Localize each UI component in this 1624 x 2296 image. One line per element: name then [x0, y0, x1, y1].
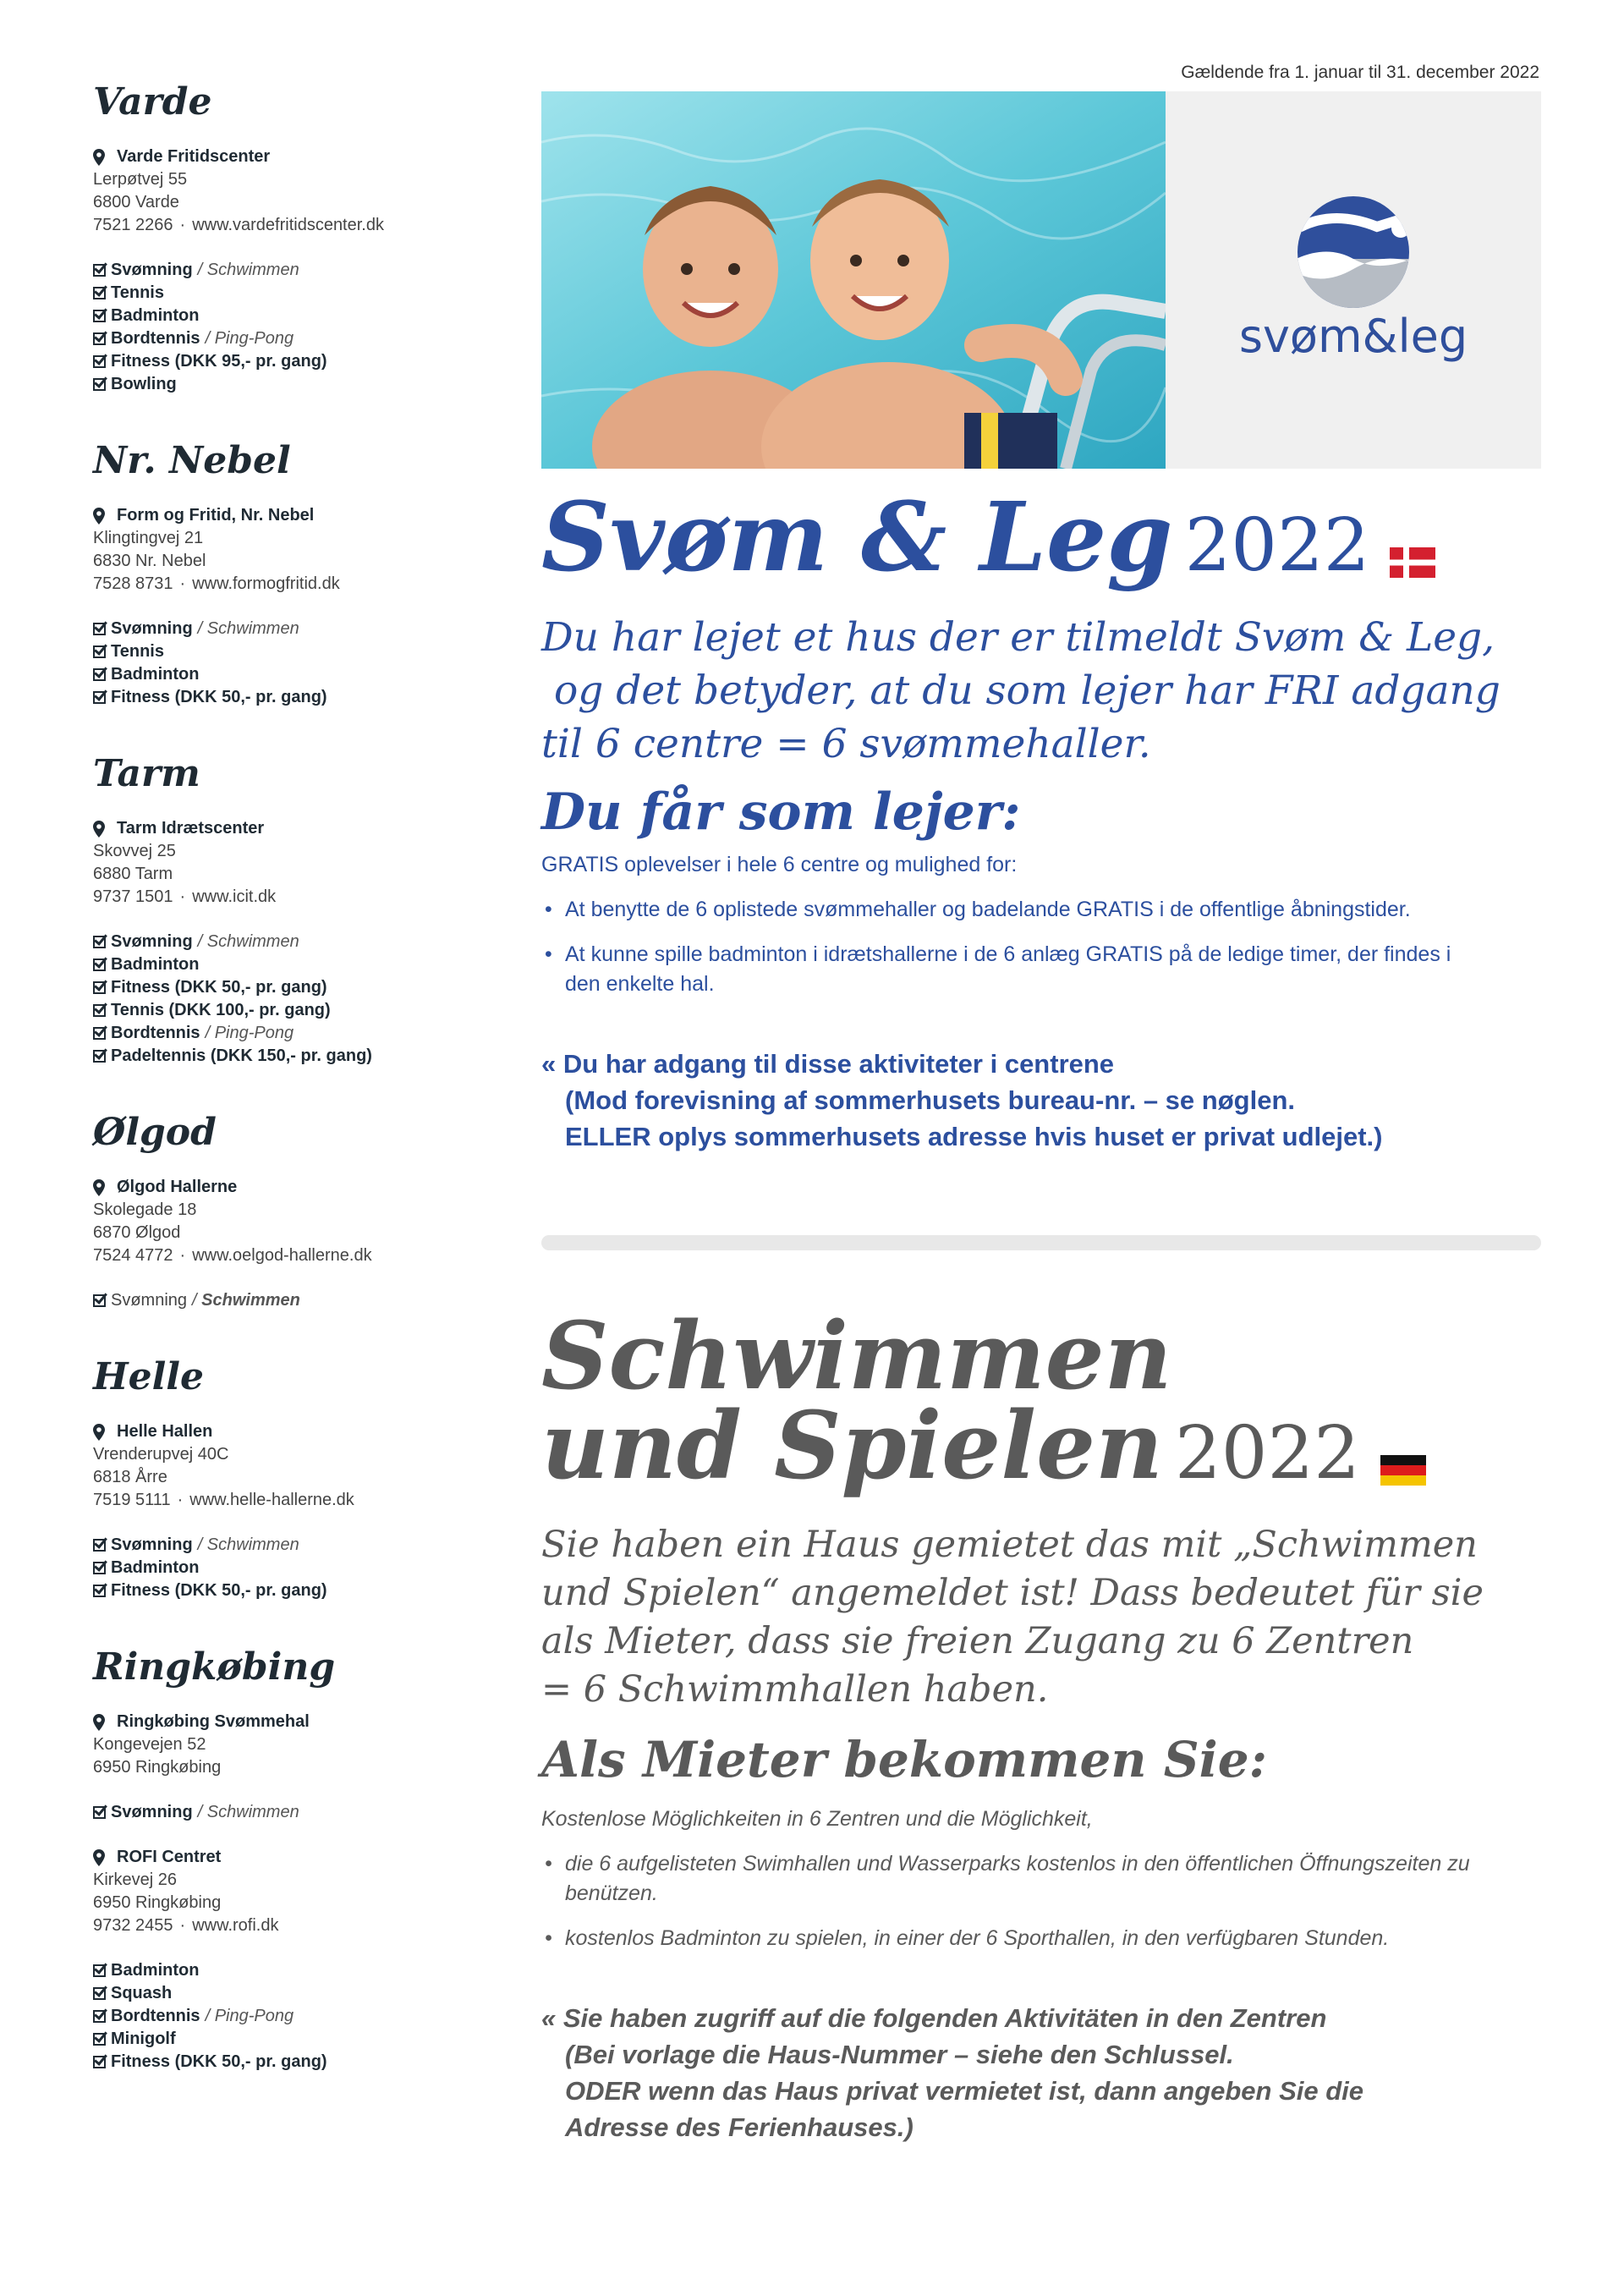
danish-subtitle: Du får som lejer: [541, 783, 1021, 842]
activity-item [93, 259, 491, 282]
venue-address: Kongevejen 52 [93, 1735, 206, 1754]
german-lead-line: als Mieter, dass sie freien Zugang zu 6 Zentren [541, 1620, 1414, 1662]
map-pin-icon [93, 508, 105, 525]
venue-contact [93, 1914, 491, 1937]
location-section [93, 753, 491, 1068]
activity-german: / Schwimmen [197, 932, 299, 951]
venue-name [93, 146, 491, 168]
venue-phone: 7521 2266 [93, 216, 173, 234]
venue-city: 6950 Ringkøbing [93, 1893, 222, 1912]
venue-name-text: Tarm Idrætscenter [117, 819, 265, 838]
activity-item [93, 2051, 491, 2074]
checkbox-checked-icon [93, 1294, 106, 1307]
danish-title-year: 2022 [1184, 503, 1370, 588]
activity-item [93, 1557, 491, 1579]
separator: · [179, 1916, 186, 1935]
activity-list [93, 1959, 491, 2074]
activity-item [93, 2028, 491, 2051]
checkbox-checked-icon [93, 1050, 106, 1063]
activity-item [93, 1022, 491, 1045]
children-in-pool-image [541, 91, 1166, 469]
activity-german: / Schwimmen [197, 1535, 299, 1554]
venue-name [93, 817, 491, 840]
german-lead-line: Sie haben ein Haus gemietet das mit „Schwimmen [541, 1524, 1478, 1566]
activity-label: Svømning [111, 1535, 193, 1554]
venue-name-text: Ølgod Hallerne [117, 1178, 238, 1196]
venue-website-link[interactable]: www.icit.dk [192, 887, 277, 906]
venue-name [93, 1176, 491, 1199]
activity-label: Svømning [111, 1803, 193, 1821]
activity-item [93, 931, 491, 953]
activity-label: Svømning [111, 261, 193, 279]
activity-list [93, 931, 491, 1068]
german-intro: Kostenlose Möglichkeiten in 6 Zentren und die Möglichkeit, [541, 1807, 1093, 1831]
activity-label: Bordtennis [111, 2007, 200, 2025]
town-heading: Helle [93, 1355, 204, 1398]
german-lead-line: und Spielen“ angemeldet ist! Dass bedeutet für sie [541, 1572, 1484, 1614]
activity-list [93, 1534, 491, 1602]
venue-website-link[interactable]: www.formogfritid.dk [192, 574, 340, 593]
activity-list [93, 618, 491, 709]
venue-city: 6950 Ringkøbing [93, 1758, 222, 1777]
activity-label: Bordtennis [111, 329, 200, 348]
danish-flag-icon [1390, 493, 1435, 598]
activity-item [93, 999, 491, 1022]
german-lead-line: = 6 Schwimmhallen haben. [541, 1668, 1049, 1711]
town-heading: Varde [93, 80, 212, 124]
swimmer-logo-icon [1166, 91, 1541, 469]
german-note-line: « Sie haben zugriff auf die folgenden Aktivitäten in den Zentren [541, 2003, 1327, 2033]
separator: · [179, 574, 186, 593]
german-subtitle: Als Mieter bekommen Sie: [541, 1731, 1268, 1788]
activity-label: Svømning [111, 619, 193, 638]
activity-label: Badminton [111, 1961, 200, 1980]
danish-note-line: (Mod forevisning af sommerhusets bureau-nr. – se nøglen. [565, 1085, 1295, 1115]
activity-label: Fitness (DKK 50,- pr. gang) [111, 978, 327, 997]
checkbox-checked-icon [93, 691, 106, 704]
venue [93, 1711, 491, 1824]
activity-label: Squash [111, 1984, 173, 2002]
activity-label: Padeltennis (DKK 150,- pr. gang) [111, 1046, 372, 1065]
activity-list [93, 259, 491, 396]
activity-list [93, 1801, 491, 1824]
activity-item [93, 1579, 491, 1602]
activity-label: Tennis [111, 642, 164, 661]
german-flag-icon [1380, 1409, 1426, 1498]
activity-item [93, 1289, 491, 1312]
venue [93, 146, 491, 396]
checkbox-checked-icon [93, 668, 106, 681]
venue-phone: 7528 8731 [93, 574, 173, 593]
venue-name-text: Form og Fritid, Nr. Nebel [117, 506, 315, 525]
venue-website-link[interactable]: www.vardefritidscenter.dk [192, 216, 384, 234]
venue-address: Kirkevej 26 [93, 1870, 177, 1889]
checkbox-checked-icon [93, 355, 106, 368]
venue [93, 1846, 491, 2074]
activity-item [93, 686, 491, 709]
activity-label: Badminton [111, 306, 200, 325]
activity-label: Fitness (DKK 95,- pr. gang) [111, 352, 327, 371]
danish-note [541, 1046, 1506, 1155]
activity-item [93, 953, 491, 976]
venue-city: 6818 Årre [93, 1468, 167, 1486]
venue-city: 6830 Nr. Nebel [93, 552, 206, 570]
activity-german: / Ping-Pong [205, 2007, 294, 2025]
list-item: • At benytte de 6 oplistede svømmehaller og badelande GRATIS i de offentlige åbningstider. [541, 895, 1489, 925]
danish-note-line: ELLER oplys sommerhusets adresse hvis huset er privat udlejet.) [565, 1122, 1383, 1151]
checkbox-checked-icon [93, 1004, 106, 1017]
venue-city: 6800 Varde [93, 193, 179, 211]
activity-item [93, 1045, 491, 1068]
activity-label: Tennis (DKK 100,- pr. gang) [111, 1001, 331, 1019]
german-title-year: 2022 [1175, 1411, 1360, 1496]
danish-title-text: Svøm & Leg [541, 482, 1173, 593]
venue-name [93, 1846, 491, 1869]
activity-list [93, 1289, 491, 1312]
venue-name-text: Varde Fritidscenter [117, 147, 271, 166]
german-note [541, 2000, 1506, 2145]
activity-item [93, 618, 491, 640]
activity-label: Minigolf [111, 2030, 176, 2048]
venue-phone: 9737 1501 [93, 887, 173, 906]
danish-lead-line: Du har lejet et hus der er tilmeldt Svøm & Leg, [541, 614, 1495, 661]
venue-website-link[interactable]: www.oelgod-hallerne.dk [192, 1246, 372, 1265]
venue-name-text: ROFI Centret [117, 1848, 222, 1866]
activity-label: Fitness (DKK 50,- pr. gang) [111, 1581, 327, 1600]
german-note-line: Adresse des Ferienhauses.) [565, 2112, 914, 2142]
checkbox-checked-icon [93, 378, 106, 391]
map-pin-icon [93, 149, 105, 166]
venue-address: Lerpøtvej 55 [93, 170, 188, 189]
checkbox-checked-icon [93, 1964, 106, 1977]
hero-photo [541, 91, 1166, 469]
venue-phone: 7524 4772 [93, 1246, 173, 1265]
activity-label: Svømning [111, 932, 193, 951]
venue [93, 817, 491, 1068]
activity-label: Tennis [111, 283, 164, 302]
venue-city: 6880 Tarm [93, 865, 173, 883]
checkbox-checked-icon [93, 2056, 106, 2068]
venue-contact [93, 214, 491, 237]
separator: · [177, 1491, 184, 1509]
activity-item [93, 663, 491, 686]
activity-item [93, 2005, 491, 2028]
danish-lead-line: og det betyder, at du som lejer har FRI adgang [541, 667, 1501, 714]
german-bullets [541, 1849, 1489, 1969]
checkbox-checked-icon [93, 2010, 106, 2023]
activity-german: / Schwimmen [192, 1291, 300, 1310]
location-section [93, 1646, 491, 2074]
checkbox-checked-icon [93, 287, 106, 299]
venue-contact [93, 1244, 491, 1267]
venue-address: Klingtingvej 21 [93, 529, 204, 547]
checkbox-checked-icon [93, 936, 106, 948]
activity-item [93, 350, 491, 373]
checkbox-checked-icon [93, 2033, 106, 2046]
venue [93, 1420, 491, 1602]
activity-german: / Ping-Pong [205, 329, 294, 348]
activity-item [93, 327, 491, 350]
german-title-line1: Schwimmen [541, 1301, 1172, 1410]
checkbox-checked-icon [93, 264, 106, 277]
activity-item [93, 1801, 491, 1824]
venue-name [93, 504, 491, 527]
checkbox-checked-icon [93, 645, 106, 658]
venue-contact [93, 886, 491, 909]
activity-item [93, 305, 491, 327]
german-lead [541, 1521, 1489, 1714]
town-heading: Ringkøbing [93, 1645, 336, 1689]
location-section [93, 81, 491, 396]
activity-item [93, 640, 491, 663]
checkbox-checked-icon [93, 1539, 106, 1552]
checkbox-checked-icon [93, 332, 106, 345]
danish-lead [541, 611, 1501, 771]
german-note-line: (Bei vorlage die Haus-Nummer – siehe den Schlussel. [565, 2040, 1234, 2069]
list-item: • die 6 aufgelisteten Swimhallen und Wasserparks kostenlos in den öffentlichen Öffnungszeiten zu benützen. [541, 1849, 1489, 1909]
activity-label: Fitness (DKK 50,- pr. gang) [111, 688, 327, 706]
venue-name-text: Helle Hallen [117, 1422, 213, 1441]
danish-bullets [541, 895, 1489, 1014]
venue-website-link[interactable]: www.rofi.dk [192, 1916, 279, 1935]
location-section [93, 440, 491, 709]
checkbox-checked-icon [93, 1585, 106, 1597]
checkbox-checked-icon [93, 1027, 106, 1040]
activity-label: Bowling [111, 375, 177, 393]
venue-name-text: Ringkøbing Svømmehal [117, 1712, 310, 1731]
section-divider [541, 1235, 1541, 1250]
activity-item [93, 373, 491, 396]
german-note-line: ODER wenn das Haus privat vermietet ist, dann angeben Sie die [565, 2076, 1364, 2106]
venue-address: Vrenderupvej 40C [93, 1445, 229, 1464]
activity-german: / Schwimmen [197, 261, 299, 279]
venue-phone: 9732 2455 [93, 1916, 173, 1935]
map-pin-icon [93, 1179, 105, 1196]
checkbox-checked-icon [93, 1987, 106, 2000]
activity-label: Badminton [111, 1558, 200, 1577]
logo-wordmark: svøm&leg [1238, 310, 1468, 363]
validity-note: Gældende fra 1. januar til 31. december 2022 [1181, 63, 1539, 82]
activity-german: / Ping-Pong [205, 1024, 294, 1042]
checkbox-checked-icon [93, 958, 106, 971]
checkbox-checked-icon [93, 623, 106, 635]
venue-name [93, 1711, 491, 1733]
venue-phone: 7519 5111 [93, 1491, 171, 1509]
danish-lead-line: til 6 centre = 6 svømmehaller. [541, 721, 1151, 767]
location-section [93, 1112, 491, 1312]
town-heading: Nr. Nebel [93, 439, 291, 482]
map-pin-icon [93, 821, 105, 838]
venue-address: Skovvej 25 [93, 842, 176, 860]
venue [93, 1176, 491, 1312]
map-pin-icon [93, 1424, 105, 1441]
activity-german: / Schwimmen [197, 619, 299, 638]
activity-item [93, 1959, 491, 1982]
venue [93, 504, 491, 709]
activity-label: Svømning [111, 1291, 188, 1310]
town-heading: Ølgod [93, 1111, 217, 1154]
german-title [541, 1301, 1556, 1500]
danish-note-line: « Du har adgang til disse aktiviteter i centrene [541, 1049, 1115, 1079]
map-pin-icon [93, 1849, 105, 1866]
venue-contact [93, 1489, 491, 1512]
venue-website-link[interactable]: www.helle-hallerne.dk [189, 1491, 354, 1509]
checkbox-checked-icon [93, 310, 106, 322]
separator: · [179, 887, 186, 906]
map-pin-icon [93, 1714, 105, 1731]
activity-label: Badminton [111, 665, 200, 684]
locations-column [93, 81, 491, 2117]
activity-item [93, 1982, 491, 2005]
checkbox-checked-icon [93, 981, 106, 994]
activity-label: Fitness (DKK 50,- pr. gang) [111, 2052, 327, 2071]
checkbox-checked-icon [93, 1806, 106, 1819]
activity-item [93, 1534, 491, 1557]
danish-title [541, 482, 1435, 598]
venue-address: Skolegade 18 [93, 1200, 197, 1219]
activity-item [93, 976, 491, 999]
venue-contact [93, 573, 491, 596]
list-item: • At kunne spille badminton i idrætshallerne i de 6 anlæg GRATIS på de ledige timer, der findes i den enkelte hal. [541, 940, 1489, 999]
separator: · [179, 216, 186, 234]
list-item: • kostenlos Badminton zu spielen, in einer der 6 Sporthallen, in den verfügbaren Stunden. [541, 1924, 1489, 1953]
activity-item [93, 282, 491, 305]
town-heading: Tarm [93, 752, 200, 795]
german-title-line2: und Spielen [541, 1391, 1164, 1500]
checkbox-checked-icon [93, 1562, 106, 1574]
activity-label: Bordtennis [111, 1024, 200, 1042]
activity-german: / Schwimmen [197, 1803, 299, 1821]
danish-intro: GRATIS oplevelser i hele 6 centre og mulighed for: [541, 853, 1018, 876]
venue-name [93, 1420, 491, 1443]
activity-label: Badminton [111, 955, 200, 974]
svom-leg-logo [1166, 91, 1541, 469]
separator: · [179, 1246, 186, 1265]
venue-city: 6870 Ølgod [93, 1223, 181, 1242]
location-section [93, 1356, 491, 1602]
